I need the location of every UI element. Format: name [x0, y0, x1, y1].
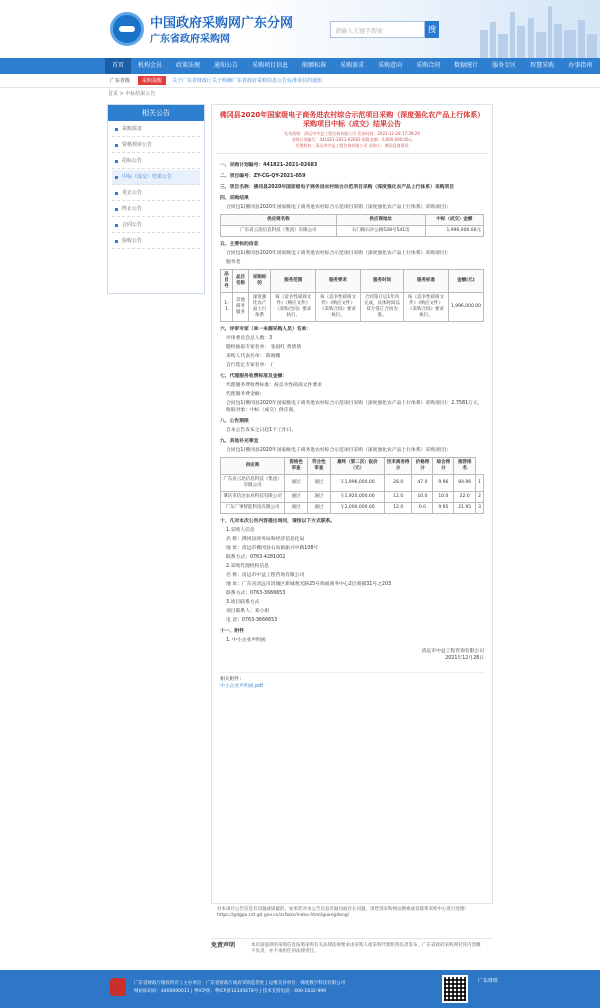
table-cell: 按《竞争性磋商文件》《响应文件》《采购合同》要求执行。: [316, 293, 361, 322]
section-heading: 十、凡对本次公告内容提出询问，请按以下方式联系。: [220, 519, 336, 524]
nav-item[interactable]: 采购需求: [340, 62, 365, 69]
nav-item[interactable]: 采购合同: [416, 62, 441, 69]
table-cell: 通过: [308, 503, 331, 514]
nav-item[interactable]: 智慧采购: [530, 62, 555, 69]
sidebar-item[interactable]: 资格预审公告: [112, 138, 200, 153]
table-cell: 47.0: [412, 475, 433, 492]
table-cell: 28.0: [384, 475, 412, 492]
table-cell: ￥1,920,000.00: [330, 492, 384, 503]
table-cell: 12.0: [384, 492, 412, 503]
site-logo[interactable]: [110, 12, 144, 46]
tip-box: 对本项目公告信息有问题或质疑的，如果您对本公告信息有疑问或存在问题，请您到采购网站搜索或者联系采购中心进行处理！ https://gdgpo.czt.gd.gov.cn/zcfwzx/index.html/guangdong/: [217, 907, 469, 918]
city-skyline-image: [470, 0, 600, 58]
search-input[interactable]: 请输入关键字搜索: [330, 21, 425, 38]
nav-item[interactable]: 首页: [105, 58, 131, 74]
paragraph: 合同包1(佛冈县2020年国家级电子商务进农村综合示范项目采购（深度强化农产品上行体系）采购项目)：2.7581万元，收取对象：中标（成交）供应商。: [226, 401, 483, 413]
table-cell: 1: [476, 475, 484, 492]
nav-item[interactable]: 采购项目信息: [252, 62, 289, 69]
table-header: 综合得分: [433, 458, 454, 475]
table-header: 服务标准: [404, 270, 449, 293]
table-header: 采购标的: [248, 270, 270, 293]
paragraph: 随机抽取专家名单： 张国红 黄倩倩: [226, 345, 302, 350]
sidebar-item[interactable]: 采购需求: [112, 122, 200, 137]
nav-item[interactable]: 机构会员: [138, 62, 163, 69]
paragraph: 代理服务费收费标准：按竞争性磋商文件要求: [226, 383, 322, 388]
table-cell: 广东广事智能科技有限公司: [221, 503, 285, 514]
paragraph: 项目联系人：邓小姐: [226, 609, 270, 614]
section-heading: 一、采购计划编号：441821-2021-02683: [220, 163, 318, 168]
paragraph: 地 址：清远市佛冈县石角镇振兴中路108号: [226, 546, 319, 551]
attachment-label: 相关附件：: [220, 672, 484, 683]
table-header: 服务要求: [316, 270, 361, 293]
table-cell: 通过: [285, 503, 308, 514]
paragraph: 电 话：0763-3666653: [226, 618, 278, 623]
table-cell: 10.0: [412, 492, 433, 503]
sidebar-item[interactable]: 招标公告: [112, 154, 200, 169]
location-selector[interactable]: 广东省级: [110, 78, 131, 84]
paragraph: 地 址：广东省清远市清城区新城观光路25号保福商务中心2层商铺31号之203: [226, 582, 392, 587]
nav-item[interactable]: 服务专区: [492, 62, 517, 69]
sidebar-item[interactable]: 验收公告: [112, 234, 200, 249]
breadcrumb: 首页 > 中标结果公告: [108, 91, 156, 97]
sidebar: [107, 104, 205, 294]
nav-item[interactable]: 政策法规: [176, 62, 201, 69]
table-cell: 合同签订后1年内完成，具体时间以双方签订合同为准。: [360, 293, 403, 322]
table-header: 品目号: [221, 270, 233, 293]
table-row: [221, 475, 484, 492]
table-header: 价格得分: [412, 458, 433, 475]
table-cell: ￥1,996,000.00: [330, 475, 384, 492]
section-heading: 六、评审专家（单一来源采购人员）名单：: [220, 327, 312, 332]
table-row: [221, 293, 484, 322]
table-cell: 通过: [285, 492, 308, 503]
table-cell: 按《竞争性磋商文件》《响应文件》《采购合同》要求执行。: [271, 293, 316, 322]
paragraph: 代理服务费金额：: [226, 392, 265, 397]
paragraph: 自本公告发布之日起1个工作日。: [226, 428, 297, 433]
site-title: 中国政府采购网广东分网: [150, 16, 294, 31]
page-title: 佛冈县2020年国家级电子商务进农村综合示范项目采购（深度强化农产品上行体系）采购项目中标（成交）结果公告: [219, 111, 485, 128]
site-header: [0, 0, 600, 58]
attachment-link[interactable]: 中小企业声明函.pdf: [220, 684, 263, 689]
paragraph: 合同包1(佛冈县2020年国家级电子商务进农村综合示范项目采购（深度强化农产品上行体系）采购项目)：: [226, 448, 452, 453]
table-cell: 广东省云迅信息科技（集团）有限公司: [221, 226, 337, 237]
nav-item[interactable]: 数据统计: [454, 62, 479, 69]
table-header: 金额(元): [448, 270, 483, 293]
emblem-icon: [110, 978, 126, 996]
signature-org: 清远市中益工程咨询有限公司: [421, 649, 484, 654]
table-cell: 12.0: [384, 503, 412, 514]
table-cell: 通过: [285, 475, 308, 492]
paragraph: 合同包1(佛冈县2020年国家级电子商务进农村综合示范项目采购（深度强化农产品上行体系）采购项目)：: [226, 205, 452, 210]
table-row: [221, 492, 484, 503]
section-heading: 五、主要标的信息: [220, 242, 259, 247]
table-cell: 1-1: [221, 293, 233, 322]
paragraph: 评审委员会总人数：3: [226, 336, 273, 341]
table-cell: 9.95: [433, 503, 454, 514]
footer-links: [134, 980, 454, 996]
table-cell: 22.0: [454, 492, 476, 503]
paragraph: 3.项目联系方式: [226, 600, 260, 605]
paragraph: 名 称：清远市中益工程咨询有限公司: [226, 573, 305, 578]
disclaimer: [211, 938, 493, 966]
notice-link[interactable]: 关于广东省财政厅关于明确广东省政府采购信息公告标准项目的通知: [172, 78, 323, 84]
sidebar-item[interactable]: 终止公告: [112, 202, 200, 217]
result-table: [220, 214, 484, 237]
section-heading: 三、项目名称：佛冈县2020年国家级电子商务进农村综合示范项目采购（深度强化农产品上行体系）采购项目: [220, 185, 455, 190]
paragraph: 联系方式：0763-3666653: [226, 591, 286, 596]
table-cell: 21.95: [454, 503, 476, 514]
nav-item[interactable]: 限额标准: [302, 62, 327, 69]
main-nav: [0, 58, 600, 74]
table-cell: 通过: [308, 492, 331, 503]
nav-item[interactable]: 通知公告: [214, 62, 239, 69]
paragraph: 采购人代表名单： 陈晓娜: [226, 354, 281, 359]
notice-tag: 采购提醒: [138, 76, 166, 85]
table-cell: 3: [476, 503, 484, 514]
table-header: 技术商务得分: [384, 458, 412, 475]
table-cell: 1,996,000.00: [448, 293, 483, 322]
section-heading: 九、其他补充事宜: [220, 439, 259, 444]
paragraph: 服务类: [226, 260, 241, 265]
section-heading: 七、代理服务收费标准及金额：: [220, 374, 288, 379]
table-cell: 石门路石沙公路528号541房: [336, 226, 425, 237]
sidebar-item[interactable]: 更正公告: [112, 186, 200, 201]
section-heading: 十一、附件: [220, 629, 244, 634]
table-cell: 其他商务服务: [233, 293, 249, 322]
meta-line: 采购计划编号：441821-2021-02683 预算金额：2,000,000.00元: [291, 137, 413, 142]
score-table: [220, 457, 484, 514]
paragraph: 名 称：佛冈县商务局和经济信息化局: [226, 537, 305, 542]
table-cell: 2: [476, 492, 484, 503]
site-subtitle: 广东省政府采购网: [150, 34, 230, 45]
search-button[interactable]: 搜: [425, 21, 439, 38]
table-header: 服务时间: [360, 270, 403, 293]
table-cell: 深度强化农产品上行体系: [248, 293, 270, 322]
section-heading: 八、公告期限: [220, 419, 249, 424]
sidebar-item[interactable]: 合同公告: [112, 218, 200, 233]
disclaimer-title: 免责声明: [211, 942, 236, 949]
table-header: 资格性审查: [285, 458, 308, 475]
section-heading: 四、采购结果: [220, 196, 249, 201]
table-cell: 1,996,000.00元: [425, 226, 483, 237]
table-row: [221, 226, 484, 237]
nav-item[interactable]: 办事指南: [568, 62, 593, 69]
paragraph: 联系方式：0763-4281002: [226, 555, 286, 560]
nav-item[interactable]: 采购意向: [378, 62, 403, 69]
table-cell: 通过: [308, 475, 331, 492]
table-header: 符合性审查: [308, 458, 331, 475]
meta-line: 代理机构：清远市中益工程咨询有限公司 采购人：佛冈县商务局: [295, 143, 409, 148]
table-header: 供应商名称: [221, 215, 337, 226]
table-cell: 9.96: [433, 475, 454, 492]
qr-code-icon: [442, 975, 468, 1003]
paragraph: 2.采购代理机构信息: [226, 564, 269, 569]
table-header: 服务范围: [271, 270, 316, 293]
table-header: 推荐排名: [454, 458, 476, 475]
table-header: 最终（第二次）报价（元）: [330, 458, 384, 475]
signature-date: 2021年12月28日: [445, 656, 484, 661]
footer-line: 网站标识码：4400000011 | 粤ICP备：粤ICP备12345678号 | 技术支持电话：400-1832-999: [134, 989, 327, 994]
paragraph: 自行选定专家名单： /: [226, 363, 273, 368]
paragraph: 1.采购人信息: [226, 528, 255, 533]
sidebar-title: 相关公告: [108, 105, 204, 121]
table-header: 品目名称: [233, 270, 249, 293]
table-cell: 肇庆市信达农业科技有限公司: [221, 492, 285, 503]
table-header: 供应商地址: [336, 215, 425, 226]
footer-line: 广东省财政厅版权所有 | 主办单位：广东省财政厅政府采购监管处 | 运维支持单位：梯度数字科技有限公司: [134, 981, 346, 986]
table-cell: 84.96: [454, 475, 476, 492]
table-header: 供应商: [221, 458, 285, 475]
sidebar-item-active[interactable]: 中标（成交）结果公告: [112, 170, 200, 185]
table-cell: 按《竞争性磋商文件》《响应文件》《采购合同》要求执行。: [404, 293, 449, 322]
table-cell: 0.0: [412, 503, 433, 514]
table-row: [221, 503, 484, 514]
announcement-content: [211, 104, 493, 904]
paragraph: 1. 中小企业声明函: [226, 638, 266, 643]
table-header: 中标（成交）金额: [425, 215, 483, 226]
paragraph: 合同包1(佛冈县2020年国家级电子商务进农村综合示范项目采购（深度强化农产品上行体系）采购项目)：: [226, 251, 452, 256]
meta-line: 发布机构：清远市中益工程咨询有限公司 发布时间：2021-12-28 17:39:29: [284, 131, 420, 136]
table-cell: 10.0: [433, 492, 454, 503]
subject-table: [220, 269, 484, 322]
notice-bar: [0, 74, 600, 88]
section-heading: 二、项目编号：ZY-CG-QY-2021-059: [220, 174, 306, 179]
footer-right-label: 广东财政: [478, 978, 499, 984]
table-cell: ￥2,000,000.00: [330, 503, 384, 514]
announcement-meta: [216, 131, 488, 154]
disclaimer-text: 本页面提供的采购信息按照采购有关法律法规要求由采购人或采购代理机构负责发布，广东省政府采购网对其内容概不负责，亦不承担任何法律责任。: [251, 943, 481, 954]
table-cell: 广东省云迅信息科技（集团）有限公司: [221, 475, 285, 492]
